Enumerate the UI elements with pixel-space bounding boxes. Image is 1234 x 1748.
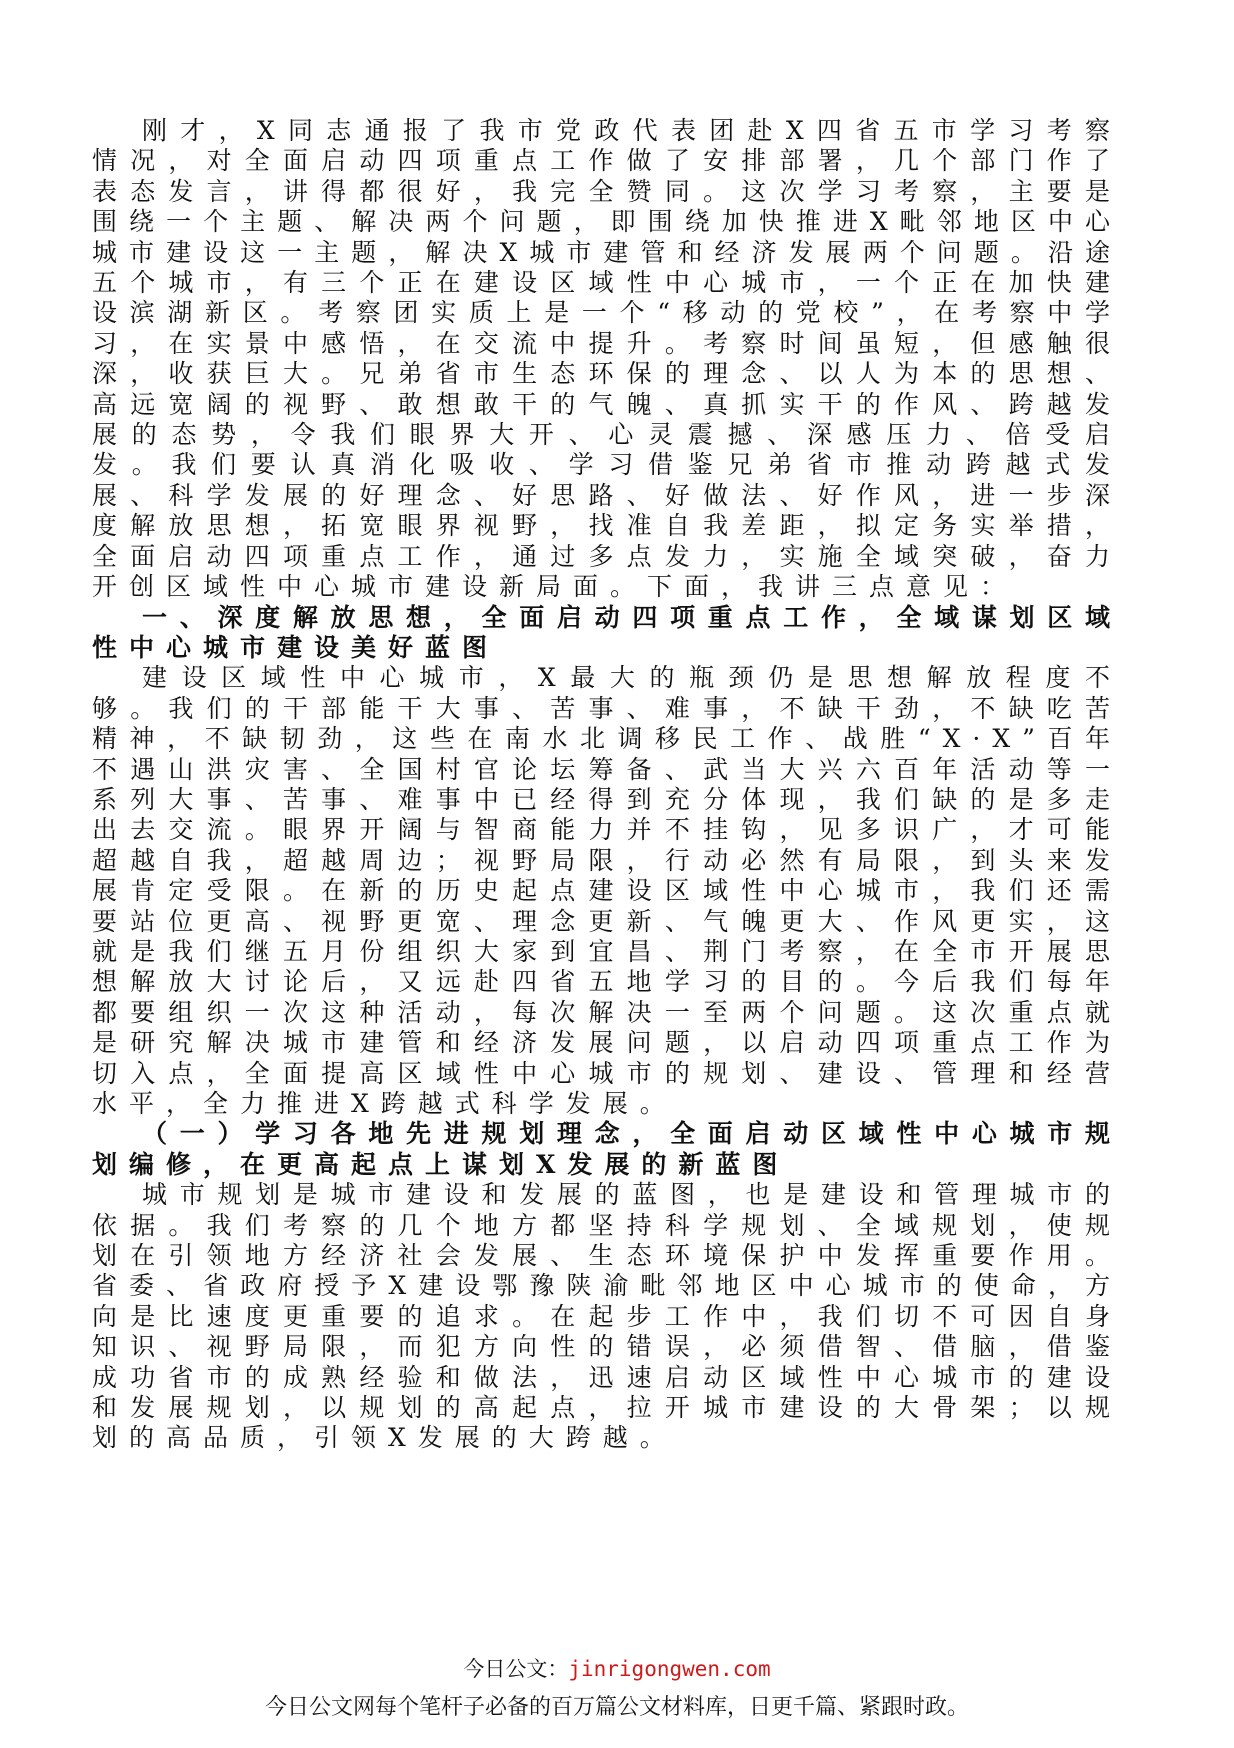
footer-label: 今日公文： <box>463 1657 569 1681</box>
footer-source-line <box>0 1653 1234 1683</box>
paragraph-subsection-1: 城市规划是城市建设和发展的蓝图，也是建设和管理城市的依据。我们考察的几个地方都坚持科学规划、全域规划，使规划在引领地方经济社会发展、生态环境保护中发挥重要作用。省委、省政府授予X建设鄂豫陕渝毗邻地区中心城市的使命，方向是比速度更重要的追求。在起步工作中，我们切不可因自身知识、视野局限，而犯方向性的错误，必须借智、借脑，借鉴成功省市的成熟经验和做法，迅速启动区域性中心城市的建设和发展规划，以规划的高起点，拉开城市建设的大骨架；以规划的高品质，引领X发展的大跨越。 <box>92 1180 1122 1453</box>
heading-subsection-1: （一）学习各地先进规划理念，全面启动区域性中心城市规划编修，在更高起点上谋划X发展的新蓝图 <box>92 1119 1122 1179</box>
footer-site-link[interactable]: jinrigongwen.com <box>568 1657 771 1681</box>
heading-section-1: 一、深度解放思想，全面启动四项重点工作，全域谋划区域性中心城市建设美好蓝图 <box>92 602 1122 662</box>
paragraph-section-1: 建设区域性中心城市，X最大的瓶颈仍是思想解放程度不够。我们的干部能干大事、苦事、难事，不缺干劲，不缺吃苦精神，不缺韧劲，这些在南水北调移民工作、战胜“X·X”百年不遇山洪灾害、全国村官论坛筹备、武当大兴六百年活动等一系列大事、苦事、难事中已经得到充分体现，我们缺的是多走出去交流。眼界开阔与智商能力并不挂钩，见多识广，才可能超越自我，超越周边；视野局限，行动必然有局限，到头来发展肯定受限。在新的历史起点建设区域性中心城市，我们还需要站位更高、视野更宽、理念更新、气魄更大、作风更实，这就是我们继五月份组织大家到宜昌、荆门考察，在全市开展思想解放大讨论后，又远赴四省五地学习的目的。今后我们每年都要组织一次这种活动，每次解决一至两个问题。这次重点就是研究解决城市建管和经济发展问题，以启动四项重点工作为切入点，全面提高区域性中心城市的规划、建设、管理和经营水平，全力推进X跨越式科学发展。 <box>92 663 1122 1118</box>
document-body <box>92 116 1122 1454</box>
footer-tagline: 今日公文网每个笔杆子必备的百万篇公文材料库，日更千篇、紧跟时政。 <box>264 1695 969 1720</box>
paragraph-intro: 刚才，X同志通报了我市党政代表团赴X四省五市学习考察情况，对全面启动四项重点工作做了安排部署，几个部门作了表态发言，讲得都很好，我完全赞同。这次学习考察，主要是围绕一个主题、解决两个问题，即围绕加快推进X毗邻地区中心城市建设这一主题，解决X城市建管和经济发展两个问题。沿途五个城市，有三个正在建设区域性中心城市，一个正在加快建设滨湖新区。考察团实质上是一个“移动的党校”，在考察中学习，在实景中感悟，在交流中提升。考察时间虽短，但感触很深，收获巨大。兄弟省市生态环保的理念、以人为本的思想、高远宽阔的视野、敢想敢干的气魄、真抓实干的作风、跨越发展的态势，令我们眼界大开、心灵震撼、深感压力、倍受启发。我们要认真消化吸收、学习借鉴兄弟省市推动跨越式发展、科学发展的好理念、好思路、好做法、好作风，进一步深度解放思想，拓宽眼界视野，找准自我差距，拟定务实举措，全面启动四项重点工作，通过多点发力，实施全域突破，奋力开创区域性中心城市建设新局面。下面，我讲三点意见： <box>92 116 1122 602</box>
